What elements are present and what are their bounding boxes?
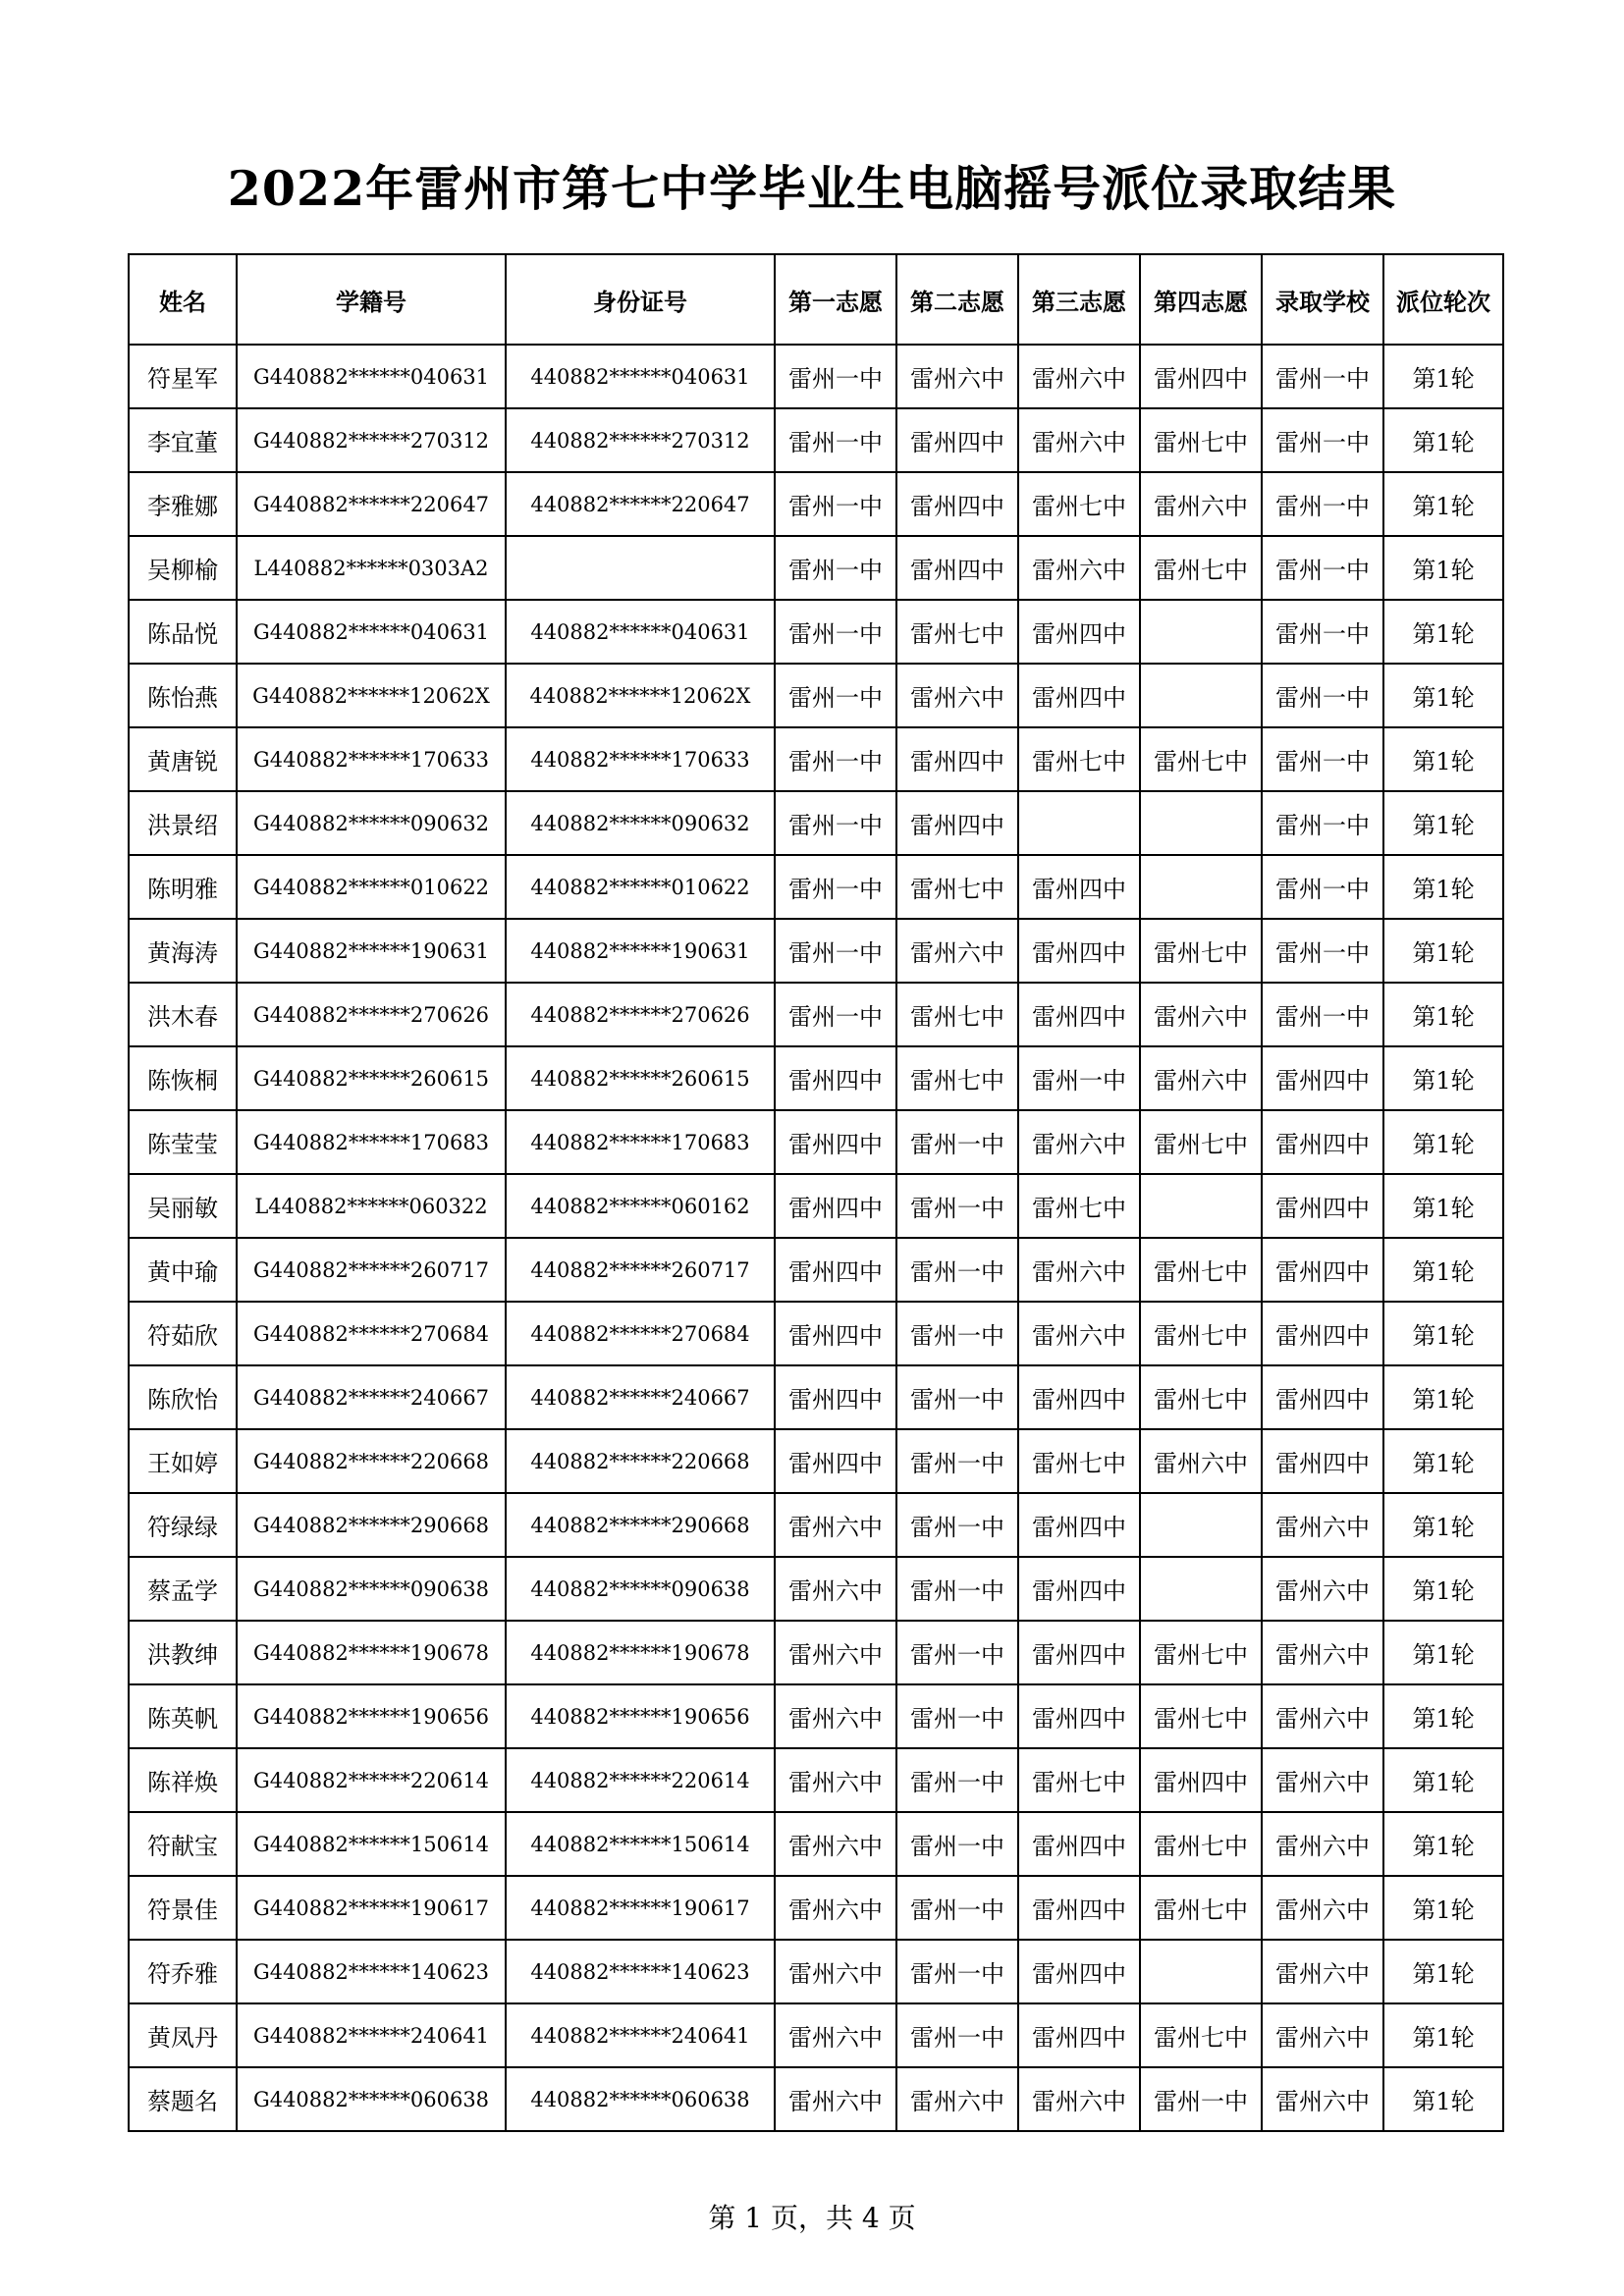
cell-choice-3: 雷州四中 — [1018, 1684, 1140, 1748]
table-row — [129, 1046, 1503, 1110]
cell-student-id: G440882******240641 — [237, 2003, 506, 2067]
cell-choice-3: 雷州四中 — [1018, 983, 1140, 1046]
cell-name: 李宜董 — [129, 408, 237, 472]
cell-name: 吴丽敏 — [129, 1174, 237, 1238]
cell-round: 第1轮 — [1383, 1365, 1503, 1429]
cell-admitted-school: 雷州四中 — [1262, 1110, 1383, 1174]
header-choice-2: 第二志愿 — [896, 254, 1018, 345]
cell-student-id: G440882******190678 — [237, 1621, 506, 1684]
cell-choice-3: 雷州四中 — [1018, 919, 1140, 983]
cell-choice-4 — [1140, 791, 1262, 855]
cell-choice-1: 雷州一中 — [775, 983, 896, 1046]
cell-student-id: G440882******150614 — [237, 1812, 506, 1876]
cell-round: 第1轮 — [1383, 855, 1503, 919]
cell-choice-2: 雷州一中 — [896, 1238, 1018, 1302]
cell-id-card: 440882******060638 — [506, 2067, 775, 2131]
cell-student-id: G440882******170633 — [237, 727, 506, 791]
cell-choice-4: 雷州七中 — [1140, 1684, 1262, 1748]
cell-choice-1: 雷州六中 — [775, 1684, 896, 1748]
cell-student-id: G440882******290668 — [237, 1493, 506, 1557]
cell-id-card: 440882******260717 — [506, 1238, 775, 1302]
cell-choice-1: 雷州一中 — [775, 472, 896, 536]
cell-choice-1: 雷州六中 — [775, 1876, 896, 1940]
cell-name: 洪景绍 — [129, 791, 237, 855]
cell-choice-3: 雷州七中 — [1018, 1174, 1140, 1238]
table-row — [129, 1365, 1503, 1429]
cell-id-card: 440882******060162 — [506, 1174, 775, 1238]
cell-choice-2: 雷州一中 — [896, 1940, 1018, 2003]
cell-round: 第1轮 — [1383, 1812, 1503, 1876]
cell-choice-1: 雷州四中 — [775, 1174, 896, 1238]
cell-name: 符绿绿 — [129, 1493, 237, 1557]
cell-student-id: L440882******060322 — [237, 1174, 506, 1238]
cell-admitted-school: 雷州四中 — [1262, 1365, 1383, 1429]
cell-student-id: G440882******010622 — [237, 855, 506, 919]
cell-round: 第1轮 — [1383, 1684, 1503, 1748]
cell-id-card: 440882******170683 — [506, 1110, 775, 1174]
cell-name: 黄海涛 — [129, 919, 237, 983]
table-row — [129, 1812, 1503, 1876]
cell-choice-4: 雷州七中 — [1140, 1365, 1262, 1429]
cell-admitted-school: 雷州一中 — [1262, 536, 1383, 600]
cell-choice-2: 雷州一中 — [896, 1302, 1018, 1365]
cell-student-id: G440882******190617 — [237, 1876, 506, 1940]
page-title: 2022年雷州市第七中学毕业生电脑摇号派位录取结果 — [227, 160, 1397, 217]
cell-student-id: G440882******240667 — [237, 1365, 506, 1429]
cell-admitted-school: 雷州一中 — [1262, 919, 1383, 983]
cell-choice-4: 雷州一中 — [1140, 2067, 1262, 2131]
cell-round: 第1轮 — [1383, 983, 1503, 1046]
cell-name: 陈祥焕 — [129, 1748, 237, 1812]
cell-round: 第1轮 — [1383, 1748, 1503, 1812]
cell-student-id: G440882******060638 — [237, 2067, 506, 2131]
cell-choice-1: 雷州四中 — [775, 1238, 896, 1302]
header-id-card: 身份证号 — [506, 254, 775, 345]
cell-round: 第1轮 — [1383, 600, 1503, 664]
cell-id-card: 440882******270626 — [506, 983, 775, 1046]
cell-choice-3: 雷州四中 — [1018, 1876, 1140, 1940]
cell-name: 黄凤丹 — [129, 2003, 237, 2067]
cell-choice-2: 雷州六中 — [896, 2067, 1018, 2131]
table-row — [129, 2003, 1503, 2067]
header-round: 派位轮次 — [1383, 254, 1503, 345]
cell-admitted-school: 雷州四中 — [1262, 1174, 1383, 1238]
cell-choice-2: 雷州四中 — [896, 791, 1018, 855]
cell-id-card: 440882******240667 — [506, 1365, 775, 1429]
header-choice-1: 第一志愿 — [775, 254, 896, 345]
cell-choice-3: 雷州四中 — [1018, 1812, 1140, 1876]
cell-choice-4 — [1140, 1174, 1262, 1238]
cell-student-id: G440882******190631 — [237, 919, 506, 983]
cell-choice-2: 雷州一中 — [896, 1684, 1018, 1748]
cell-student-id: L440882******0303A2 — [237, 536, 506, 600]
cell-admitted-school: 雷州六中 — [1262, 1493, 1383, 1557]
cell-choice-2: 雷州一中 — [896, 1174, 1018, 1238]
header-student-id: 学籍号 — [237, 254, 506, 345]
cell-name: 陈英帆 — [129, 1684, 237, 1748]
cell-admitted-school: 雷州四中 — [1262, 1429, 1383, 1493]
cell-name: 陈品悦 — [129, 600, 237, 664]
cell-name: 陈恢桐 — [129, 1046, 237, 1110]
cell-choice-1: 雷州六中 — [775, 1748, 896, 1812]
admission-results-table — [128, 253, 1504, 2132]
cell-choice-3: 雷州四中 — [1018, 2003, 1140, 2067]
cell-admitted-school: 雷州六中 — [1262, 1748, 1383, 1812]
cell-choice-2: 雷州六中 — [896, 919, 1018, 983]
cell-choice-4: 雷州七中 — [1140, 2003, 1262, 2067]
cell-student-id: G440882******260615 — [237, 1046, 506, 1110]
cell-name: 蔡题名 — [129, 2067, 237, 2131]
cell-choice-3: 雷州六中 — [1018, 2067, 1140, 2131]
cell-id-card: 440882******090632 — [506, 791, 775, 855]
cell-id-card: 440882******170633 — [506, 727, 775, 791]
cell-id-card: 440882******140623 — [506, 1940, 775, 2003]
table-row — [129, 472, 1503, 536]
cell-choice-4: 雷州四中 — [1140, 345, 1262, 408]
cell-choice-4: 雷州七中 — [1140, 1238, 1262, 1302]
cell-id-card — [506, 536, 775, 600]
cell-name: 符乔雅 — [129, 1940, 237, 2003]
cell-choice-4: 雷州七中 — [1140, 1812, 1262, 1876]
cell-admitted-school: 雷州一中 — [1262, 345, 1383, 408]
table-row — [129, 1940, 1503, 2003]
cell-admitted-school: 雷州一中 — [1262, 408, 1383, 472]
cell-choice-3: 雷州七中 — [1018, 1748, 1140, 1812]
cell-choice-1: 雷州四中 — [775, 1365, 896, 1429]
cell-choice-1: 雷州四中 — [775, 1429, 896, 1493]
cell-choice-4: 雷州六中 — [1140, 1046, 1262, 1110]
cell-name: 符景佳 — [129, 1876, 237, 1940]
cell-round: 第1轮 — [1383, 1429, 1503, 1493]
cell-choice-1: 雷州六中 — [775, 2003, 896, 2067]
cell-choice-4: 雷州七中 — [1140, 919, 1262, 983]
cell-choice-4 — [1140, 664, 1262, 727]
cell-choice-3: 雷州四中 — [1018, 1621, 1140, 1684]
cell-student-id: G440882******270312 — [237, 408, 506, 472]
cell-name: 蔡孟学 — [129, 1557, 237, 1621]
cell-choice-1: 雷州一中 — [775, 919, 896, 983]
cell-choice-1: 雷州六中 — [775, 1557, 896, 1621]
cell-choice-2: 雷州一中 — [896, 1429, 1018, 1493]
cell-choice-3: 雷州四中 — [1018, 1940, 1140, 2003]
cell-id-card: 440882******220614 — [506, 1748, 775, 1812]
cell-id-card: 440882******040631 — [506, 600, 775, 664]
cell-choice-3: 雷州七中 — [1018, 727, 1140, 791]
cell-id-card: 440882******190656 — [506, 1684, 775, 1748]
cell-round: 第1轮 — [1383, 472, 1503, 536]
cell-id-card: 440882******040631 — [506, 345, 775, 408]
cell-choice-1: 雷州一中 — [775, 727, 896, 791]
cell-choice-3: 雷州四中 — [1018, 600, 1140, 664]
cell-choice-3: 雷州六中 — [1018, 1302, 1140, 1365]
header-row — [129, 254, 1503, 345]
cell-id-card: 440882******010622 — [506, 855, 775, 919]
cell-id-card: 440882******150614 — [506, 1812, 775, 1876]
cell-admitted-school: 雷州一中 — [1262, 791, 1383, 855]
cell-choice-2: 雷州四中 — [896, 536, 1018, 600]
cell-choice-2: 雷州一中 — [896, 1557, 1018, 1621]
table-row — [129, 1876, 1503, 1940]
cell-name: 吴柳榆 — [129, 536, 237, 600]
cell-student-id: G440882******270684 — [237, 1302, 506, 1365]
cell-choice-1: 雷州六中 — [775, 2067, 896, 2131]
table-row — [129, 1748, 1503, 1812]
cell-id-card: 440882******190631 — [506, 919, 775, 983]
cell-choice-3: 雷州七中 — [1018, 472, 1140, 536]
cell-round: 第1轮 — [1383, 1621, 1503, 1684]
cell-choice-2: 雷州一中 — [896, 2003, 1018, 2067]
cell-choice-1: 雷州六中 — [775, 1621, 896, 1684]
cell-id-card: 440882******12062X — [506, 664, 775, 727]
cell-admitted-school: 雷州六中 — [1262, 1940, 1383, 2003]
cell-choice-2: 雷州一中 — [896, 1493, 1018, 1557]
cell-choice-4 — [1140, 1557, 1262, 1621]
cell-round: 第1轮 — [1383, 1876, 1503, 1940]
cell-choice-1: 雷州四中 — [775, 1046, 896, 1110]
cell-name: 陈莹莹 — [129, 1110, 237, 1174]
cell-admitted-school: 雷州六中 — [1262, 2067, 1383, 2131]
cell-round: 第1轮 — [1383, 1493, 1503, 1557]
cell-name: 洪教绅 — [129, 1621, 237, 1684]
cell-admitted-school: 雷州一中 — [1262, 855, 1383, 919]
cell-round: 第1轮 — [1383, 408, 1503, 472]
cell-name: 符茹欣 — [129, 1302, 237, 1365]
cell-student-id: G440882******12062X — [237, 664, 506, 727]
table-row — [129, 983, 1503, 1046]
cell-choice-4: 雷州六中 — [1140, 983, 1262, 1046]
table-body — [129, 345, 1503, 2131]
cell-choice-1: 雷州一中 — [775, 855, 896, 919]
table-row — [129, 600, 1503, 664]
table-row — [129, 1238, 1503, 1302]
cell-choice-2: 雷州一中 — [896, 1748, 1018, 1812]
cell-choice-4 — [1140, 1493, 1262, 1557]
cell-choice-3: 雷州七中 — [1018, 1429, 1140, 1493]
table-row — [129, 919, 1503, 983]
cell-choice-4: 雷州七中 — [1140, 1621, 1262, 1684]
cell-choice-4: 雷州七中 — [1140, 536, 1262, 600]
cell-admitted-school: 雷州一中 — [1262, 983, 1383, 1046]
cell-round: 第1轮 — [1383, 1174, 1503, 1238]
cell-choice-4 — [1140, 600, 1262, 664]
cell-choice-2: 雷州一中 — [896, 1621, 1018, 1684]
cell-choice-2: 雷州一中 — [896, 1812, 1018, 1876]
table-row — [129, 1174, 1503, 1238]
cell-choice-1: 雷州四中 — [775, 1110, 896, 1174]
cell-choice-4 — [1140, 1940, 1262, 2003]
cell-admitted-school: 雷州一中 — [1262, 664, 1383, 727]
table-row — [129, 1557, 1503, 1621]
cell-choice-3: 雷州四中 — [1018, 1493, 1140, 1557]
cell-choice-2: 雷州六中 — [896, 345, 1018, 408]
cell-id-card: 440882******220647 — [506, 472, 775, 536]
cell-student-id: G440882******260717 — [237, 1238, 506, 1302]
cell-choice-2: 雷州四中 — [896, 408, 1018, 472]
cell-choice-3: 雷州四中 — [1018, 1365, 1140, 1429]
cell-choice-3: 雷州六中 — [1018, 1238, 1140, 1302]
cell-student-id: G440882******190656 — [237, 1684, 506, 1748]
cell-round: 第1轮 — [1383, 1238, 1503, 1302]
cell-admitted-school: 雷州一中 — [1262, 472, 1383, 536]
table-row — [129, 408, 1503, 472]
cell-name: 陈明雅 — [129, 855, 237, 919]
cell-choice-3 — [1018, 791, 1140, 855]
cell-admitted-school: 雷州四中 — [1262, 1046, 1383, 1110]
cell-id-card: 440882******190617 — [506, 1876, 775, 1940]
cell-choice-2: 雷州七中 — [896, 855, 1018, 919]
header-admitted-school: 录取学校 — [1262, 254, 1383, 345]
cell-id-card: 440882******220668 — [506, 1429, 775, 1493]
cell-choice-1: 雷州一中 — [775, 536, 896, 600]
cell-admitted-school: 雷州六中 — [1262, 1684, 1383, 1748]
page-footer: 第 1 页，共 4 页 — [708, 2202, 916, 2234]
cell-choice-1: 雷州一中 — [775, 408, 896, 472]
cell-choice-4 — [1140, 855, 1262, 919]
cell-choice-3: 雷州四中 — [1018, 855, 1140, 919]
cell-admitted-school: 雷州一中 — [1262, 600, 1383, 664]
table-row — [129, 791, 1503, 855]
cell-id-card: 440882******240641 — [506, 2003, 775, 2067]
cell-student-id: G440882******090632 — [237, 791, 506, 855]
cell-choice-4: 雷州七中 — [1140, 408, 1262, 472]
cell-admitted-school: 雷州六中 — [1262, 2003, 1383, 2067]
cell-choice-2: 雷州四中 — [896, 727, 1018, 791]
cell-student-id: G440882******220614 — [237, 1748, 506, 1812]
cell-choice-2: 雷州四中 — [896, 472, 1018, 536]
header-choice-3: 第三志愿 — [1018, 254, 1140, 345]
cell-id-card: 440882******270312 — [506, 408, 775, 472]
cell-round: 第1轮 — [1383, 536, 1503, 600]
cell-name: 李雅娜 — [129, 472, 237, 536]
cell-choice-3: 雷州四中 — [1018, 1557, 1140, 1621]
cell-choice-2: 雷州六中 — [896, 664, 1018, 727]
cell-name: 黄唐锐 — [129, 727, 237, 791]
cell-id-card: 440882******260615 — [506, 1046, 775, 1110]
cell-choice-4: 雷州七中 — [1140, 1876, 1262, 1940]
cell-round: 第1轮 — [1383, 1110, 1503, 1174]
cell-student-id: G440882******040631 — [237, 600, 506, 664]
cell-choice-2: 雷州七中 — [896, 983, 1018, 1046]
cell-choice-1: 雷州一中 — [775, 600, 896, 664]
cell-student-id: G440882******040631 — [237, 345, 506, 408]
cell-id-card: 440882******270684 — [506, 1302, 775, 1365]
cell-choice-3: 雷州六中 — [1018, 1110, 1140, 1174]
cell-choice-3: 雷州一中 — [1018, 1046, 1140, 1110]
cell-student-id: G440882******270626 — [237, 983, 506, 1046]
cell-student-id: G440882******140623 — [237, 1940, 506, 2003]
table-row — [129, 1429, 1503, 1493]
cell-name: 黄中瑜 — [129, 1238, 237, 1302]
table-row — [129, 1684, 1503, 1748]
cell-admitted-school: 雷州六中 — [1262, 1812, 1383, 1876]
cell-choice-1: 雷州一中 — [775, 791, 896, 855]
cell-choice-1: 雷州六中 — [775, 1940, 896, 2003]
cell-student-id: G440882******220647 — [237, 472, 506, 536]
cell-name: 洪木春 — [129, 983, 237, 1046]
cell-round: 第1轮 — [1383, 2003, 1503, 2067]
table-row — [129, 855, 1503, 919]
table-row — [129, 727, 1503, 791]
table-row — [129, 345, 1503, 408]
table-row — [129, 2067, 1503, 2131]
cell-choice-2: 雷州七中 — [896, 600, 1018, 664]
cell-round: 第1轮 — [1383, 1046, 1503, 1110]
cell-admitted-school: 雷州六中 — [1262, 1621, 1383, 1684]
cell-choice-4: 雷州七中 — [1140, 727, 1262, 791]
cell-round: 第1轮 — [1383, 791, 1503, 855]
table-row — [129, 1621, 1503, 1684]
cell-student-id: G440882******170683 — [237, 1110, 506, 1174]
cell-choice-3: 雷州六中 — [1018, 345, 1140, 408]
cell-admitted-school: 雷州四中 — [1262, 1302, 1383, 1365]
cell-admitted-school: 雷州四中 — [1262, 1238, 1383, 1302]
cell-choice-1: 雷州一中 — [775, 345, 896, 408]
cell-choice-4: 雷州六中 — [1140, 472, 1262, 536]
cell-round: 第1轮 — [1383, 1940, 1503, 2003]
cell-choice-3: 雷州四中 — [1018, 664, 1140, 727]
header-name: 姓名 — [129, 254, 237, 345]
cell-choice-3: 雷州六中 — [1018, 408, 1140, 472]
cell-choice-4: 雷州四中 — [1140, 1748, 1262, 1812]
cell-name: 王如婷 — [129, 1429, 237, 1493]
cell-round: 第1轮 — [1383, 1557, 1503, 1621]
cell-choice-1: 雷州六中 — [775, 1493, 896, 1557]
table-row — [129, 1110, 1503, 1174]
header-choice-4: 第四志愿 — [1140, 254, 1262, 345]
table-row — [129, 664, 1503, 727]
cell-student-id: G440882******090638 — [237, 1557, 506, 1621]
cell-id-card: 440882******090638 — [506, 1557, 775, 1621]
cell-choice-2: 雷州一中 — [896, 1876, 1018, 1940]
cell-name: 符献宝 — [129, 1812, 237, 1876]
cell-admitted-school: 雷州六中 — [1262, 1557, 1383, 1621]
cell-student-id: G440882******220668 — [237, 1429, 506, 1493]
cell-choice-4: 雷州六中 — [1140, 1429, 1262, 1493]
cell-round: 第1轮 — [1383, 727, 1503, 791]
cell-round: 第1轮 — [1383, 345, 1503, 408]
cell-choice-4: 雷州七中 — [1140, 1110, 1262, 1174]
cell-choice-2: 雷州一中 — [896, 1110, 1018, 1174]
cell-id-card: 440882******190678 — [506, 1621, 775, 1684]
cell-choice-1: 雷州四中 — [775, 1302, 896, 1365]
cell-choice-2: 雷州七中 — [896, 1046, 1018, 1110]
cell-admitted-school: 雷州六中 — [1262, 1876, 1383, 1940]
cell-choice-1: 雷州一中 — [775, 664, 896, 727]
table-row — [129, 1493, 1503, 1557]
cell-name: 陈怡燕 — [129, 664, 237, 727]
cell-round: 第1轮 — [1383, 2067, 1503, 2131]
cell-choice-1: 雷州六中 — [775, 1812, 896, 1876]
cell-round: 第1轮 — [1383, 1302, 1503, 1365]
table-row — [129, 1302, 1503, 1365]
cell-admitted-school: 雷州一中 — [1262, 727, 1383, 791]
cell-choice-2: 雷州一中 — [896, 1365, 1018, 1429]
table-row — [129, 536, 1503, 600]
cell-round: 第1轮 — [1383, 664, 1503, 727]
cell-choice-4: 雷州七中 — [1140, 1302, 1262, 1365]
cell-name: 陈欣怡 — [129, 1365, 237, 1429]
cell-round: 第1轮 — [1383, 919, 1503, 983]
cell-choice-3: 雷州六中 — [1018, 536, 1140, 600]
cell-id-card: 440882******290668 — [506, 1493, 775, 1557]
cell-name: 符星军 — [129, 345, 237, 408]
